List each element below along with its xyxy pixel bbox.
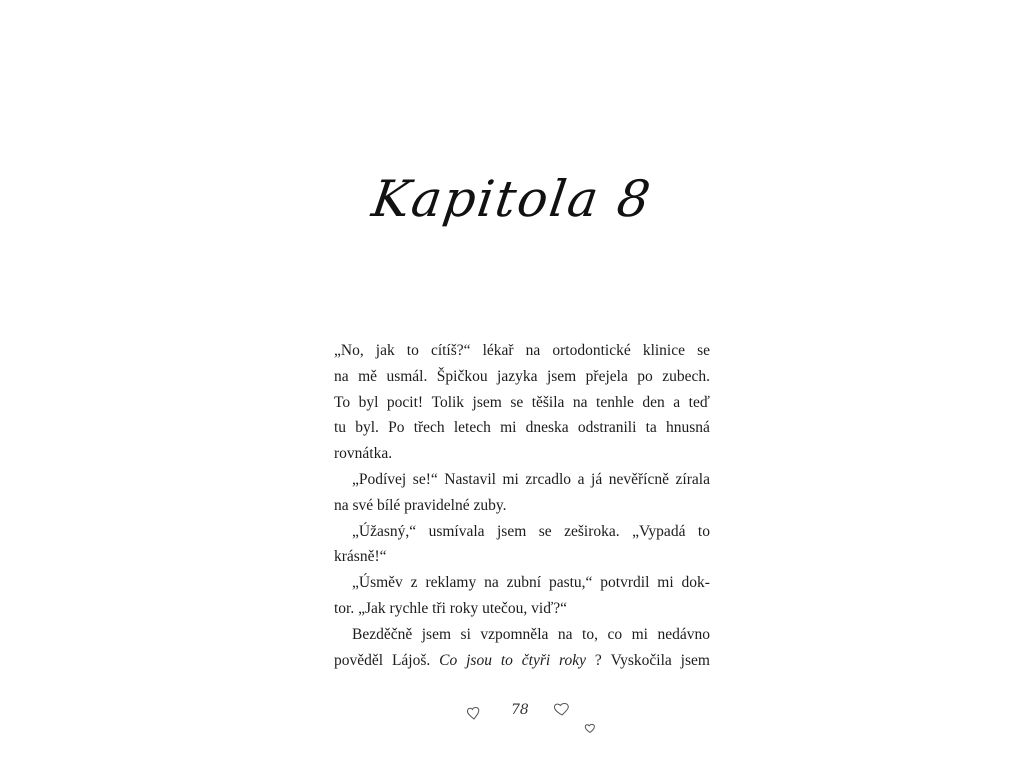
word: jsem [680, 651, 710, 669]
text-line [334, 364, 710, 390]
word: si [460, 625, 471, 643]
heart-icon [584, 723, 596, 734]
word: mi [657, 574, 674, 592]
word: teď [688, 393, 710, 411]
word: hnusná [665, 419, 710, 437]
word: odstranili [577, 419, 637, 437]
word: po [637, 367, 653, 385]
word: se [510, 393, 524, 411]
word: letech [453, 419, 491, 437]
word: jsem [497, 522, 527, 540]
word: ta [645, 419, 657, 437]
page-number: 78 [511, 702, 529, 718]
word: jazyka [497, 367, 538, 385]
word: mi [502, 470, 519, 488]
word: zubech. [662, 367, 710, 385]
word: co [607, 625, 623, 643]
word: Bezděčně [352, 625, 413, 643]
text-line [334, 415, 710, 441]
heart-icon [553, 702, 571, 717]
word: jsem [546, 367, 577, 385]
word: reklamy [425, 574, 477, 592]
italic-word: to [500, 651, 513, 669]
italic-word: čtyři [521, 651, 551, 669]
word: „Úsměv [352, 574, 403, 592]
text-line [334, 338, 710, 364]
text-line-last: krásně!“ [334, 548, 387, 566]
word: vzpomněla [480, 625, 549, 643]
word: usmál. [386, 367, 428, 385]
word: se [538, 522, 552, 540]
word: ? [594, 651, 602, 669]
text-line [334, 519, 710, 545]
italic-word: roky [559, 651, 587, 669]
text-line [334, 570, 710, 596]
word: a [673, 393, 681, 411]
word: to [697, 522, 710, 540]
word: z [410, 574, 418, 592]
word: To [334, 393, 351, 411]
word: jak [375, 342, 395, 359]
word: jsem [472, 393, 502, 411]
italic-word: Co [439, 651, 458, 669]
word: zubní [506, 574, 542, 592]
word: těšila [531, 393, 565, 411]
italic-word: jsou [466, 651, 492, 669]
word: na [484, 574, 499, 592]
word: klinice [642, 342, 685, 359]
word: nevěřícně [608, 470, 669, 488]
text-line [334, 622, 710, 648]
heart-icon [466, 706, 482, 721]
text-line-last: na své bílé pravidelné zuby. [334, 496, 507, 514]
word: zrcadlo [525, 470, 572, 488]
word: ortodontické [552, 342, 631, 359]
word: „Vypadá [632, 522, 686, 540]
word: den [642, 393, 665, 411]
word: „Úžasný,“ [352, 522, 417, 540]
word: „Podívej [352, 470, 407, 488]
word: Špičkou [436, 367, 488, 385]
chapter-title: Kapitola 8 [368, 170, 656, 228]
word: mě [358, 367, 378, 385]
word: se [697, 342, 710, 359]
word: lékař [482, 342, 514, 359]
word: byl [358, 393, 379, 411]
text-line [334, 390, 710, 416]
word: na [525, 342, 541, 359]
word: usmívala [428, 522, 485, 540]
word: já [591, 470, 603, 488]
word: třech [413, 419, 445, 437]
word: Tolik [431, 393, 465, 411]
text-line-last: tor. „Jak rychle tři roky utečou, viď?“ [334, 599, 567, 617]
word: se!“ [412, 470, 438, 488]
word: na [557, 625, 573, 643]
text-line-last: rovnátka. [334, 445, 393, 463]
word: „No, [334, 342, 364, 359]
word: nedávno [657, 625, 710, 643]
word: Lájoš. [391, 651, 431, 669]
word: přejela [585, 367, 628, 385]
word: Po [388, 419, 405, 437]
word: zírala [675, 470, 710, 488]
text-line-last [334, 648, 710, 674]
word: pověděl [334, 651, 384, 669]
page-footer [0, 700, 1024, 740]
word: dneska [525, 419, 569, 437]
word: byl. [355, 419, 379, 437]
word: pastu,“ [548, 574, 593, 592]
word: Nastavil [444, 470, 496, 488]
text-line [334, 467, 710, 493]
word: to [406, 342, 419, 359]
word: mi [500, 419, 517, 437]
word: mi [631, 625, 648, 643]
word: pocit! [386, 393, 424, 411]
word: dok- [681, 574, 710, 592]
word: na [572, 393, 588, 411]
word: potvrdil [600, 574, 650, 592]
word: cítíš?“ [430, 342, 471, 359]
word: Vyskočila [610, 651, 672, 669]
word: jsem [421, 625, 452, 643]
word: tenhle [596, 393, 634, 411]
word: to, [582, 625, 598, 643]
word: zeširoka. [564, 522, 620, 540]
word: na [334, 367, 349, 385]
word: tu [334, 419, 347, 437]
word: a [577, 470, 585, 488]
body-text [334, 338, 710, 673]
